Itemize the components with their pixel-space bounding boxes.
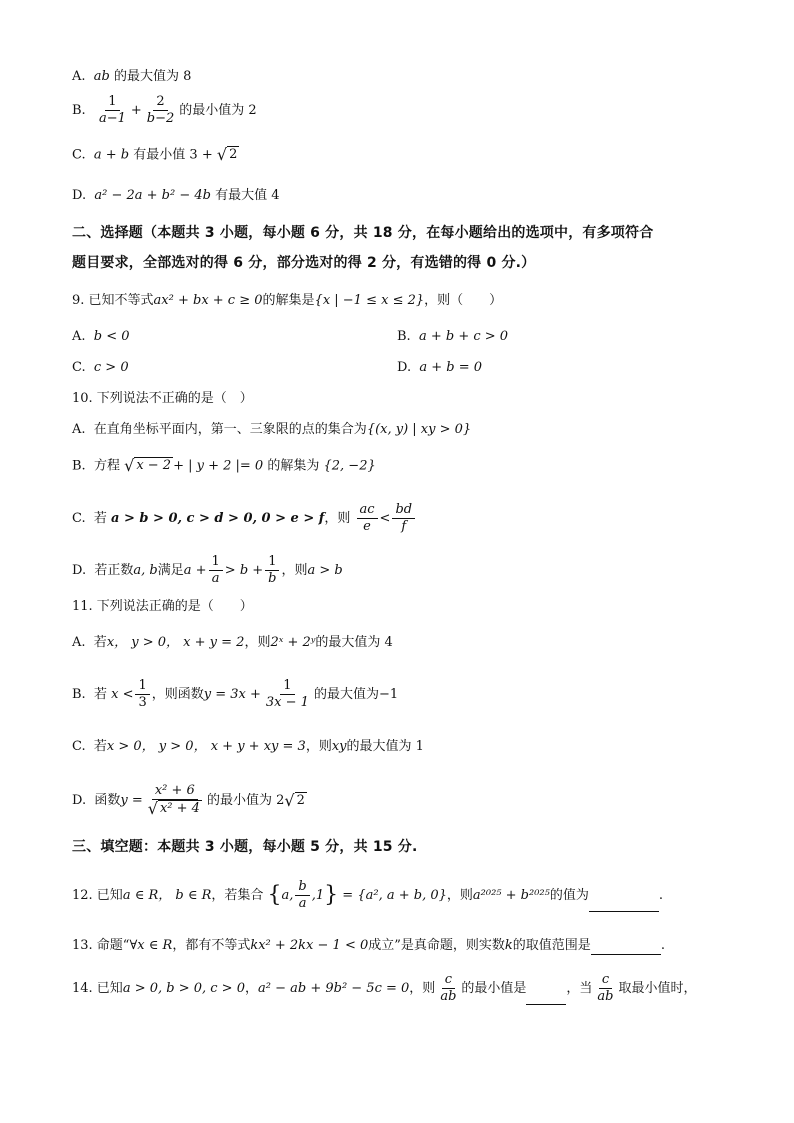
fraction: $\frac{ac}{e}$ [357, 502, 378, 535]
q8-option-a [72, 68, 191, 86]
fraction: $\frac{1}{3x - 1}$ [265, 678, 309, 710]
q8-option-d [72, 187, 280, 205]
option-label: B. [72, 103, 86, 118]
q12-stem: 12. 已知a ∈ R， b ∈ R，若集合 {a, $\frac{b}{a}$ ,1} = {a², a + b, 0}，则a²⁰²⁵ + b²⁰²⁵的值为 . [72, 879, 663, 911]
fraction: $\frac{2}{b-2}$ [146, 94, 175, 126]
math-expr: c > 0 [93, 360, 129, 375]
q11-option-d: D. 函数y = x² + 6 √ x² + 4 的最小值为 2 √ 2 [72, 783, 305, 818]
option-label: C. [72, 511, 86, 526]
option-text: 有最小值 [133, 147, 186, 163]
section2-heading-cont: 题目要求，全部选对的得 6 分，部分选对的得 2 分，有选错的得 0 分.） [72, 255, 536, 271]
q8-option-b: B. $\frac{1}{a-1}$ + $\frac{2}{b-2}$ 的最小值为 2 [72, 94, 257, 126]
fraction: $\frac{1}{a-1}$ [98, 94, 126, 126]
option-label: B. [72, 687, 86, 702]
option-label: C. [72, 360, 86, 375]
option-label: A. [72, 422, 86, 437]
option-text: 的最小值为 2 [179, 103, 257, 118]
option-label: D. [397, 360, 412, 375]
fraction: $\frac{1}{b}$ [265, 554, 279, 587]
q11-option-c: C. 若x > 0， y > 0， x + y + xy = 3，则xy的最大值为 1 [72, 739, 424, 754]
q10-stem: 10. 下列说法不正确的是（ ） [72, 391, 253, 406]
q11-stem: 11. 下列说法正确的是（ ） [72, 599, 253, 614]
section2-heading: 二、选择题（本题共 3 小题，每小题 6 分，共 18 分，在每小题给出的选项中，有多项符合 [72, 225, 654, 241]
q8-option-c: C. a + b 有最小值 3 + √ 2 [72, 145, 238, 164]
option-label: C. [72, 739, 86, 754]
fraction: $\frac{c}{ab}$ [440, 972, 457, 1004]
sqrt: √ x² + 4 [147, 799, 200, 818]
option-label: D. [72, 563, 87, 578]
q9-option-a [72, 328, 130, 346]
option-text: 的最大值为 8 [114, 69, 192, 84]
option-label: A. [72, 635, 86, 650]
fraction: $\frac{1}{3}$ [135, 678, 149, 711]
math-expr: a > b > 0, c > d > 0, 0 > e > f [111, 511, 325, 526]
option-label: D. [72, 793, 87, 808]
q10-option-c: C. 若 a > b > 0, c > d > 0, 0 > e > f，则 $\frac{ac}{e}$ < $\frac{bd}{f}$ [72, 502, 417, 535]
answer-blank [526, 990, 566, 1005]
q10-option-b: B. 方程 √ x − 2 + | y + 2 |= 0 的解集为 {2, −2} [72, 456, 376, 475]
option-label: C. [72, 147, 86, 163]
math-expr: ax² + bx + c ≥ 0 [153, 293, 263, 308]
q10-option-d: D. 若正数a, b满足a + $\frac{1}{a}$ > b + $\frac{1}{b}$ ，则a > b [72, 554, 343, 586]
math-set: {x | −1 ≤ x ≤ 2} [314, 293, 425, 308]
fraction: $\frac{bd}{f}$ [392, 502, 415, 535]
answer-blank [589, 897, 659, 912]
q14-stem: 14. 已知a > 0, b > 0, c > 0，a² − ab + 9b² − 5c = 0，则 $\frac{c}{ab}$ 的最小值是 ，当 $\frac{c}{ab}$ 取最小值时， [72, 972, 697, 1004]
q10-option-a: A. 在直角坐标平面内，第一、三象限的点的集合为{(x, y) | xy > 0} [72, 422, 472, 437]
q9-stem: 9. 已知不等式ax² + bx + c ≥ 0的解集是{x | −1 ≤ x ≤ 2}，则（ ） [72, 293, 503, 308]
option-text: 有最大值 4 [215, 188, 280, 203]
math-expr: a + b = 0 [419, 360, 483, 375]
fraction: $\frac{b}{a}$ [295, 879, 309, 912]
q9-option-d [397, 359, 482, 377]
q11-option-b: B. 若 x < $\frac{1}{3}$ ，则函数y = 3x + $\frac{1}{3x - 1}$ 的最大值为−1 [72, 678, 399, 710]
sqrt: √ 2 [216, 145, 238, 164]
math-set: {(x, y) | xy > 0} [366, 422, 472, 437]
section3-heading: 三、填空题：本题共 3 小题，每小题 5 分，共 15 分. [72, 839, 418, 855]
option-label: B. [72, 458, 86, 474]
q13-stem: 13. 命题“∀x ∈ R，都有不等式kx² + 2kx − 1 < 0成立”是真命题，则实数k的取值范围是 . [72, 938, 665, 953]
q11-option-a: A. 若x， y > 0， x + y = 2，则2ˣ + 2ʸ的最大值为 4 [72, 635, 393, 650]
q9-option-c [72, 359, 129, 377]
q9-option-b [397, 328, 508, 346]
fraction: $\frac{c}{ab}$ [597, 972, 614, 1004]
math-expr: b < 0 [93, 329, 130, 344]
fraction: x² + 6 √ x² + 4 [147, 783, 200, 818]
math-expr: ab [93, 69, 110, 84]
option-label: D. [72, 188, 87, 203]
fraction: $\frac{1}{a}$ [209, 554, 223, 587]
sqrt: √ x − 2 [124, 456, 172, 475]
option-label: A. [72, 329, 86, 344]
answer-blank [591, 940, 661, 955]
math-expr: a + b + c > 0 [418, 329, 509, 344]
option-label: A. [72, 69, 86, 84]
sqrt: √ 2 [284, 790, 305, 810]
math-expr: a + b [93, 147, 130, 163]
option-label: B. [397, 329, 411, 344]
math-expr: a² − 2a + b² − 4b [94, 188, 211, 203]
